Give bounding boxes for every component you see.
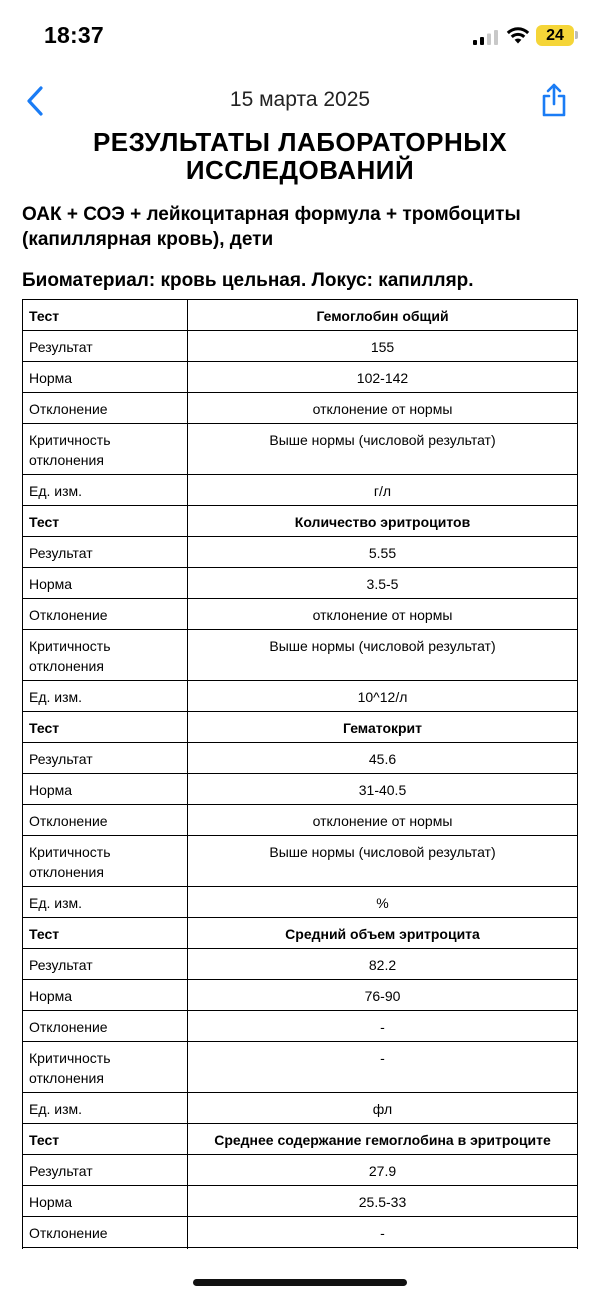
table-row-norm — [23, 362, 578, 393]
row-label-line2: отклонения — [29, 864, 104, 880]
document-title-line1: РЕЗУЛЬТАТЫ ЛАБОРАТОРНЫХ — [92, 127, 508, 157]
row-label: Результат — [23, 537, 188, 568]
row-label — [23, 630, 188, 681]
unit-value: фл — [188, 1093, 578, 1124]
table-row-criticality — [23, 1042, 578, 1093]
table-row-unit — [23, 887, 578, 918]
deviation-value: отклонение от нормы — [188, 393, 578, 424]
row-label: Ед. изм. — [23, 681, 188, 712]
unit-value: % — [188, 887, 578, 918]
row-label: Норма — [23, 362, 188, 393]
unit-value: 10^12/л — [188, 681, 578, 712]
table-row-result — [23, 949, 578, 980]
row-label: Отклонение — [23, 805, 188, 836]
criticality-value — [188, 1248, 578, 1250]
table-row-norm — [23, 980, 578, 1011]
table-row-norm — [23, 1186, 578, 1217]
row-label: Отклонение — [23, 393, 188, 424]
criticality-value: - — [188, 1042, 578, 1093]
table-row-test — [23, 506, 578, 537]
table-row-criticality — [23, 630, 578, 681]
row-label: Тест — [23, 506, 188, 537]
table-row-test — [23, 300, 578, 331]
document-title — [0, 128, 600, 184]
table-row-unit — [23, 475, 578, 506]
test-name: Количество эритроцитов — [188, 506, 578, 537]
row-label-line1: Критичность — [29, 1050, 111, 1066]
table-row-test — [23, 918, 578, 949]
battery-tip — [575, 31, 578, 39]
row-label: Норма — [23, 774, 188, 805]
table-row-deviation — [23, 805, 578, 836]
table-row-deviation — [23, 1011, 578, 1042]
test-name: Средний объем эритроцита — [188, 918, 578, 949]
document-subtitle: ОАК + СОЭ + лейкоцитарная формула + тромбоциты (капиллярная кровь), дети — [22, 204, 521, 250]
result-value: 27.9 — [188, 1155, 578, 1186]
table-row-norm — [23, 774, 578, 805]
deviation-value: отклонение от нормы — [188, 805, 578, 836]
result-value: 5.55 — [188, 537, 578, 568]
document-biomaterial: Биоматериал: кровь цельная. Локус: капилляр. — [22, 270, 474, 291]
table-row-criticality — [23, 1248, 578, 1250]
row-label: Результат — [23, 743, 188, 774]
table-row-test — [23, 712, 578, 743]
status-time: 18:37 — [44, 22, 104, 48]
home-indicator[interactable] — [193, 1279, 407, 1286]
table-row-result — [23, 1155, 578, 1186]
result-value: 82.2 — [188, 949, 578, 980]
wifi-icon — [506, 25, 530, 45]
criticality-value: Выше нормы (числовой результат) — [188, 836, 578, 887]
row-label: Ед. изм. — [23, 1093, 188, 1124]
row-label-line2: отклонения — [29, 658, 104, 674]
result-value: 155 — [188, 331, 578, 362]
row-label-line1: Критичность — [29, 638, 111, 654]
table-row-deviation — [23, 599, 578, 630]
row-label: Тест — [23, 918, 188, 949]
table-row-norm — [23, 568, 578, 599]
row-label: Отклонение — [23, 1217, 188, 1248]
row-label-line1: Критичность — [29, 432, 111, 448]
row-label: Ед. изм. — [23, 887, 188, 918]
test-name: Гематокрит — [188, 712, 578, 743]
result-value: 45.6 — [188, 743, 578, 774]
row-label: Тест — [23, 1124, 188, 1155]
criticality-value: Выше нормы (числовой результат) — [188, 630, 578, 681]
deviation-value: - — [188, 1011, 578, 1042]
row-label: Ед. изм. — [23, 475, 188, 506]
norm-value: 3.5-5 — [188, 568, 578, 599]
document-title-line2: ИССЛЕДОВАНИЙ — [185, 155, 415, 185]
results-table — [22, 299, 578, 1249]
row-label: Результат — [23, 331, 188, 362]
row-label: Норма — [23, 1186, 188, 1217]
table-row-unit — [23, 681, 578, 712]
table-row-criticality — [23, 424, 578, 475]
status-bar — [0, 0, 600, 72]
table-row-result — [23, 331, 578, 362]
row-label: Тест — [23, 300, 188, 331]
row-label-line2: отклонения — [29, 452, 104, 468]
row-label: Отклонение — [23, 1011, 188, 1042]
norm-value: 31-40.5 — [188, 774, 578, 805]
test-name: Гемоглобин общий — [188, 300, 578, 331]
row-label: Тест — [23, 712, 188, 743]
table-row-test — [23, 1124, 578, 1155]
row-label — [23, 1248, 188, 1250]
row-label — [23, 836, 188, 887]
row-label: Отклонение — [23, 599, 188, 630]
table-row-unit — [23, 1093, 578, 1124]
row-label: Результат — [23, 949, 188, 980]
test-name: Среднее содержание гемоглобина в эритроците — [188, 1124, 578, 1155]
nav-title: 15 марта 2025 — [229, 88, 371, 111]
results-table-container[interactable] — [22, 299, 578, 1249]
norm-value: 76-90 — [188, 980, 578, 1011]
table-row-result — [23, 743, 578, 774]
norm-value: 102-142 — [188, 362, 578, 393]
unit-value: г/л — [188, 475, 578, 506]
row-label-line1: Критичность — [29, 844, 111, 860]
share-icon[interactable] — [540, 82, 568, 118]
deviation-value: - — [188, 1217, 578, 1248]
cellular-signal-icon — [473, 30, 499, 45]
norm-value: 25.5-33 — [188, 1186, 578, 1217]
row-label — [23, 424, 188, 475]
table-row-result — [23, 537, 578, 568]
row-label: Норма — [23, 568, 188, 599]
table-row-criticality — [23, 836, 578, 887]
row-label-line2: отклонения — [29, 1070, 104, 1086]
criticality-value: Выше нормы (числовой результат) — [188, 424, 578, 475]
table-row-deviation — [23, 393, 578, 424]
row-label — [23, 1042, 188, 1093]
row-label: Результат — [23, 1155, 188, 1186]
row-label: Норма — [23, 980, 188, 1011]
deviation-value: отклонение от нормы — [188, 599, 578, 630]
battery-indicator: 24 — [536, 25, 574, 46]
table-row-deviation — [23, 1217, 578, 1248]
